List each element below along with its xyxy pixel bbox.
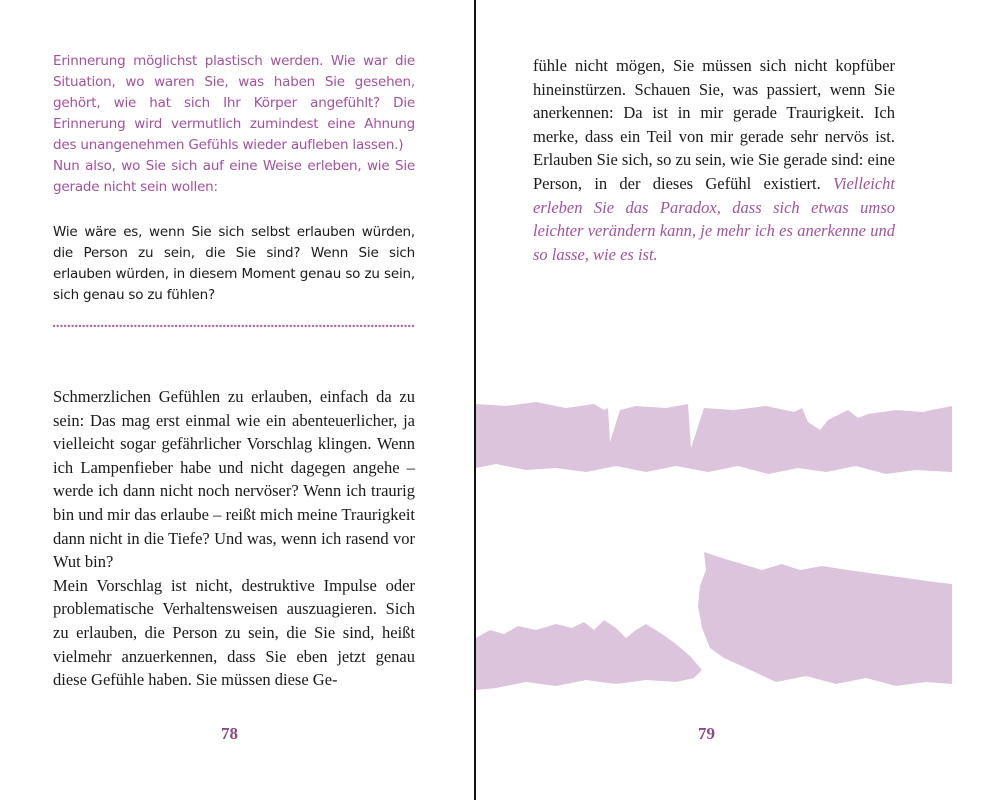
- left-body-text: [53, 385, 415, 692]
- torn-fragment-lower-left: [476, 620, 702, 690]
- right-page: [476, 0, 1000, 800]
- exercise-paragraph-1: Erinnerung möglichst plastisch werden. Wie war die Situation, wo waren Sie, was haben Sie gesehen, gehört, wie hat sich Ihr Körper angefühlt? Die Erinnerung wird vermutlich zumindest eine Ahnung des unangenehmen Gefühls wieder aufleben lassen.): [53, 53, 415, 153]
- exercise-box-purple: [53, 51, 415, 198]
- exercise-question: [53, 222, 415, 306]
- dotted-rule: [53, 324, 415, 328]
- torn-fragment-lower-right: [698, 552, 952, 686]
- torn-strip-upper: [476, 402, 952, 474]
- right-body-italic: Vielleicht erleben Sie das Paradox, dass sich etwas umso leichter verändern kann, je mehr ich es anerkenne und so lasse, wie es ist.: [533, 173, 896, 264]
- page-number-left: 78: [221, 724, 238, 743]
- left-body-paragraph-2: Mein Vorschlag ist nicht, destruktive Impulse oder problematische Verhaltensweisen auszuagieren. Sich zu erlauben, die Person zu sein, die Sie sind, heißt vielmehr anzuerkennen, dass Sie eben jetzt genau diese Gefühle haben. Sie müssen diese Ge-: [53, 575, 415, 690]
- page-number-right: 79: [698, 724, 715, 743]
- left-page: [0, 0, 474, 800]
- exercise-question-text: Wie wäre es, wenn Sie sich selbst erlauben würden, die Person zu sein, die Sie sind? Wenn Sie sich erlauben würden, in diesem Moment genau so zu sein, sich genau so zu fühlen?: [53, 224, 415, 303]
- left-body-paragraph-1: Schmerzlichen Gefühlen zu erlauben, einfach da zu sein: Das mag erst einmal wie ein abenteuerlicher, ja vielleicht sogar gefährlicher Vorschlag klingen. Wenn ich Lampenfieber habe und nicht dagegen angehe – werde ich dann nicht noch nervöser? Wenn ich traurig bin und mir das erlaube – reißt mich meine Traurigkeit dann nicht in die Tiefe? Und was, wenn ich rasend vor Wut bin?: [53, 387, 415, 572]
- right-body-text: [533, 54, 895, 266]
- right-body-roman: fühle nicht mögen, Sie müssen sich nicht kopfüber hineinstürzen. Schauen Sie, was passiert, wenn Sie anerkennen: Da ist in mir gerade Traurigkeit. Ich merke, dass ein Teil von mir gerade sehr nervös ist. Erlauben Sie sich, so zu sein, wie Sie gerade sind: eine Person, in der dieses Gefühl existiert.: [533, 56, 895, 193]
- torn-paper-decoration: [476, 398, 1000, 698]
- exercise-paragraph-2: Nun also, wo Sie sich auf eine Weise erleben, wie Sie gerade nicht sein wollen:: [53, 158, 415, 195]
- right-body-paragraph: [533, 54, 895, 266]
